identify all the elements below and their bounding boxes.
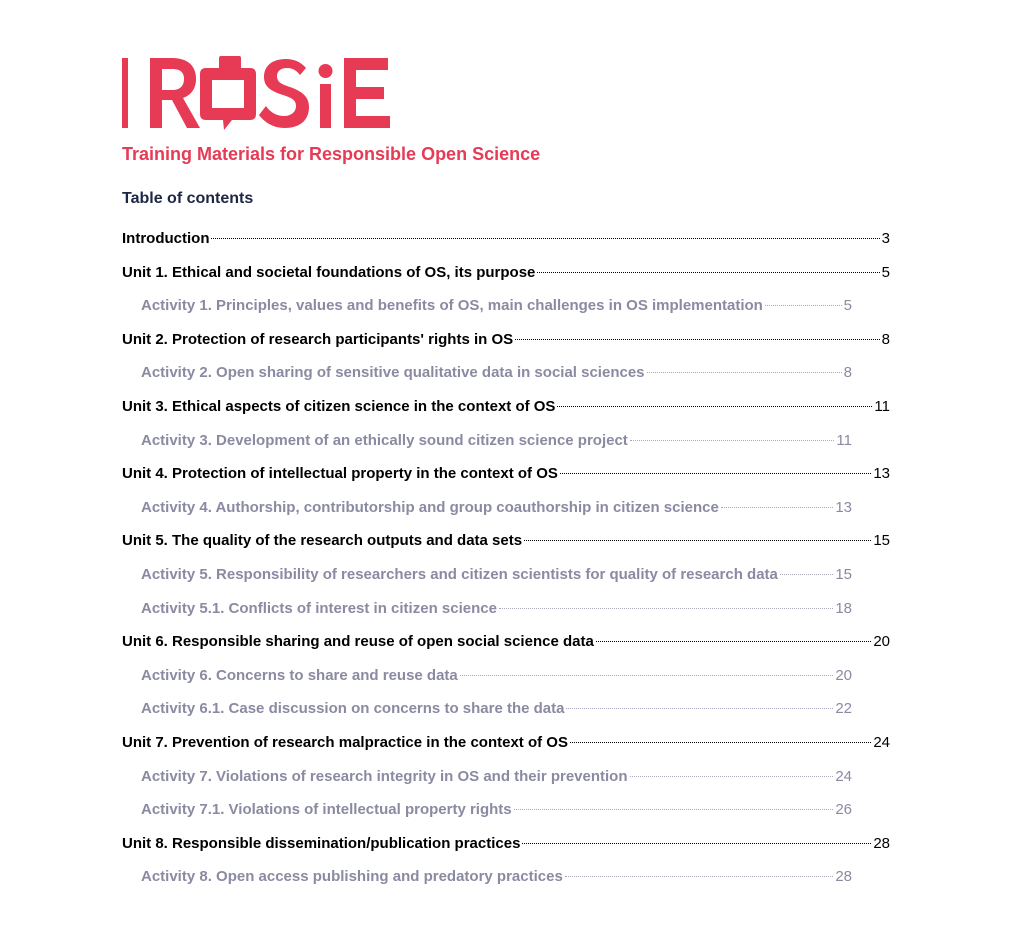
toc-entry-activity-5[interactable] — [122, 564, 852, 598]
toc-entry-title: Introduction — [122, 230, 210, 247]
toc-entry-page: 11 — [836, 431, 852, 449]
toc-entry-title: Activity 7. Violations of research integrity in OS and their prevention — [141, 767, 628, 785]
dot-leader — [522, 843, 871, 844]
toc-entry-title: Activity 4. Authorship, contributorship and group coauthorship in citizen science — [141, 498, 719, 516]
toc-entry-page: 11 — [874, 397, 890, 415]
toc-entry-page: 18 — [835, 599, 852, 617]
table-of-contents — [122, 228, 890, 900]
dot-leader — [537, 272, 879, 273]
toc-entry-title: Activity 8. Open access publishing and predatory practices — [141, 868, 563, 886]
toc-entry-page: 28 — [873, 834, 890, 852]
dot-leader — [647, 372, 842, 373]
rosie-logo — [120, 54, 405, 132]
toc-entry-activity-2[interactable] — [122, 362, 852, 396]
toc-entry-page: 5 — [843, 297, 852, 315]
toc-entry-title: Activity 7.1. Violations of intellectual property rights — [141, 801, 512, 819]
toc-entry-page: 15 — [873, 532, 890, 550]
toc-entry-unit-3[interactable] — [122, 396, 890, 430]
toc-entry-activity-1[interactable] — [122, 295, 852, 329]
toc-entry-title: Activity 2. Open sharing of sensitive qualitative data in social sciences — [141, 364, 645, 382]
toc-entry-page: 8 — [881, 330, 890, 348]
toc-entry-page: 28 — [835, 868, 852, 886]
dot-leader — [566, 708, 833, 709]
dot-leader — [514, 809, 834, 810]
toc-entry-page: 26 — [835, 801, 852, 819]
toc-entry-activity-6[interactable] — [122, 665, 852, 699]
dot-leader — [570, 742, 871, 743]
toc-entry-title: Activity 6. Concerns to share and reuse data — [141, 666, 458, 684]
toc-entry-title: Unit 6. Responsible sharing and reuse of open social science data — [122, 633, 594, 651]
dot-leader — [630, 776, 834, 777]
toc-entry-page: 8 — [843, 364, 852, 382]
toc-entry-page: 13 — [835, 498, 852, 516]
dot-leader — [780, 574, 833, 575]
toc-entry-activity-4[interactable] — [122, 497, 852, 531]
dot-leader — [630, 440, 835, 441]
toc-entry-page: 22 — [835, 700, 852, 718]
toc-entry-page: 15 — [835, 565, 852, 583]
toc-entry-page: 24 — [873, 733, 890, 751]
toc-entry-unit-4[interactable] — [122, 463, 890, 497]
dot-leader — [515, 339, 880, 340]
toc-entry-page: 5 — [881, 263, 890, 281]
dot-leader — [721, 507, 833, 508]
document-subtitle: Training Materials for Responsible Open Science — [122, 144, 541, 164]
toc-entry-title: Activity 5. Responsibility of researchers and citizen scientists for quality of research data — [141, 565, 778, 583]
toc-entry-title: Activity 5.1. Conflicts of interest in citizen science — [141, 599, 497, 617]
toc-entry-unit-7[interactable] — [122, 732, 890, 766]
toc-entry-page: 3 — [881, 230, 890, 247]
toc-entry-title: Activity 1. Principles, values and benefits of OS, main challenges in OS implementation — [141, 297, 763, 315]
dot-leader — [524, 540, 871, 541]
dot-leader — [596, 641, 872, 642]
toc-entry-activity-6-1[interactable] — [122, 698, 852, 732]
toc-entry-activity-3[interactable] — [122, 430, 852, 464]
toc-entry-title: Activity 3. Development of an ethically sound citizen science project — [141, 431, 628, 449]
dot-leader — [565, 876, 834, 877]
toc-entry-title: Unit 8. Responsible dissemination/publication practices — [122, 834, 521, 852]
toc-entry-title: Unit 4. Protection of intellectual property in the context of OS — [122, 465, 558, 483]
toc-entry-page: 13 — [873, 465, 890, 483]
toc-entry-introduction[interactable] — [122, 228, 890, 262]
toc-entry-activity-5-1[interactable] — [122, 598, 852, 632]
toc-entry-title: Activity 6.1. Case discussion on concerns to share the data — [141, 700, 565, 718]
toc-entry-title: Unit 5. The quality of the research outputs and data sets — [122, 532, 523, 550]
toc-entry-title: Unit 1. Ethical and societal foundations of OS, its purpose — [122, 263, 536, 281]
toc-entry-unit-1[interactable] — [122, 262, 890, 296]
dot-leader — [460, 675, 834, 676]
toc-entry-unit-5[interactable] — [122, 530, 890, 564]
toc-entry-unit-6[interactable] — [122, 631, 890, 665]
dot-leader — [765, 305, 842, 306]
dot-leader — [211, 238, 879, 239]
toc-entry-title: Unit 2. Protection of research participants' rights in OS — [122, 330, 514, 348]
toc-entry-page: 24 — [835, 767, 852, 785]
toc-entry-page: 20 — [835, 666, 852, 684]
toc-entry-title: Unit 7. Prevention of research malpractice in the context of OS — [122, 733, 568, 751]
toc-entry-title: Unit 3. Ethical aspects of citizen science in the context of OS — [122, 397, 556, 415]
toc-entry-activity-8[interactable] — [122, 866, 852, 900]
toc-entry-unit-2[interactable] — [122, 329, 890, 363]
toc-entry-activity-7-1[interactable] — [122, 799, 852, 833]
toc-heading: Table of contents — [122, 190, 254, 207]
dot-leader — [499, 608, 833, 609]
toc-entry-activity-7[interactable] — [122, 766, 852, 800]
toc-entry-page: 20 — [873, 633, 890, 651]
dot-leader — [557, 406, 872, 407]
dot-leader — [560, 473, 871, 474]
toc-entry-unit-8[interactable] — [122, 833, 890, 867]
